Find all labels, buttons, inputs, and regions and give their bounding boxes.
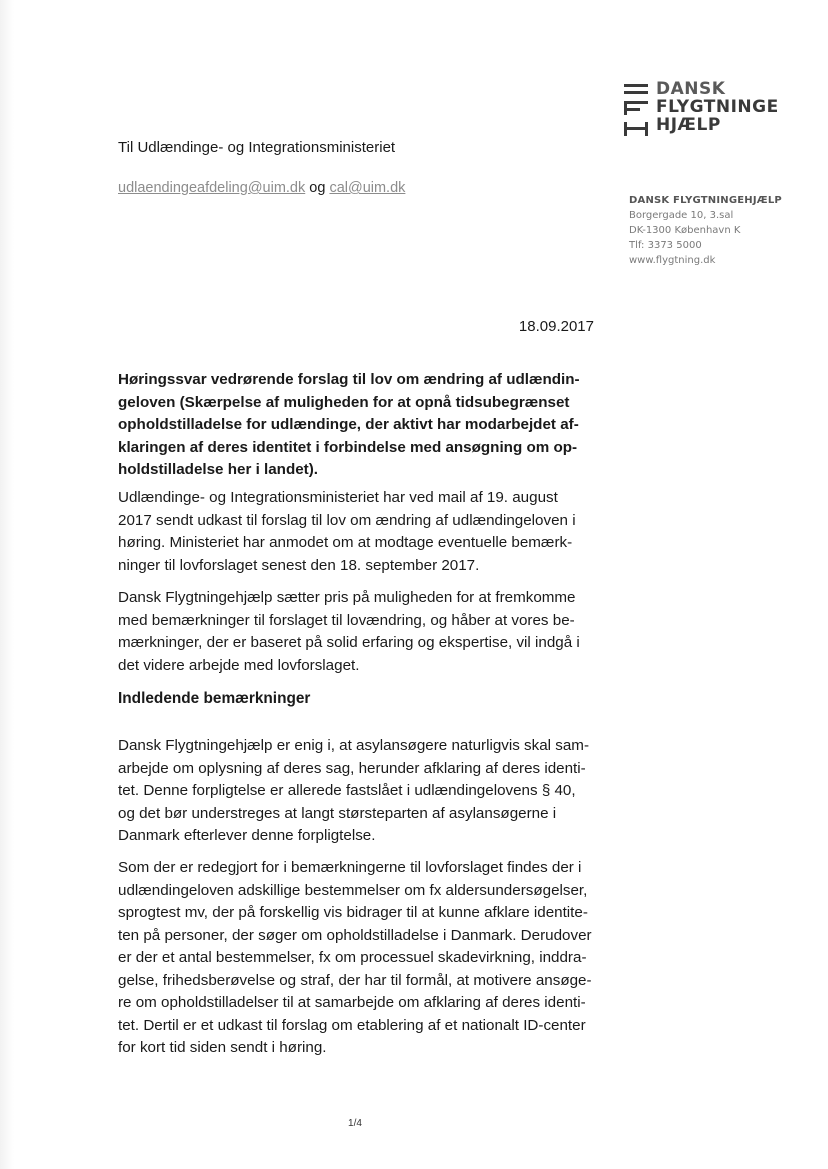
page-number: 1/4 (348, 1118, 362, 1129)
paragraph-line: tet. Denne forpligtelse er allerede fastslået i udlændingelovens § 40, (118, 782, 576, 799)
paragraph-line: mærkninger, der er baseret på solid erfaring og ekspertise, vil indgå i (118, 634, 580, 651)
paragraph-line: ten på personer, der søger om opholdstilladelse i Danmark. Derudover (118, 926, 592, 944)
subject-line: klaringen af deres identitet i forbindelse med ansøgning om op- (118, 438, 578, 456)
subject (118, 369, 598, 482)
logo-wordmark (656, 80, 779, 134)
paragraph-line: ninger til lovforslaget senest den 18. september 2017. (118, 556, 480, 574)
letter-date: 18.09.2017 (518, 318, 594, 335)
dfh-logo (622, 80, 782, 140)
sender-street: Borgergade 10, 3.sal (629, 210, 734, 221)
paragraph-1 (118, 487, 598, 577)
paragraph-line: er der et antal bestemmelser, fx om processuel skadevirkning, inddra- (118, 949, 587, 966)
sender-org: DANSK FLYGTNINGEHJÆLP (629, 195, 782, 206)
sender-phone: Tlf: 3373 5000 (629, 240, 702, 251)
paragraph-line: med bemærkninger til forslaget til lovændring, og håber at vores be- (118, 611, 575, 629)
email-link-2[interactable]: cal@uim.dk (329, 180, 406, 196)
subject-line: Høringssvar vedrørende forslag til lov om ændring af udlændin- (118, 371, 580, 388)
subject-line: opholdstilladelse for udlændinge, der aktivt har modarbejdet af- (118, 416, 579, 433)
paragraph-line: og det bør understreges at langt størsteparten af asylansøgerne i (118, 804, 557, 822)
paragraph-line: re om opholdstilladelser til at samarbejde om afklaring af deres identi- (118, 994, 586, 1011)
email-link-1[interactable]: udlaendingeafdeling@uim.dk (118, 180, 306, 196)
paragraph-line: tet. Dertil er et udkast til forslag om etablering af et nationalt ID-center (118, 1016, 586, 1034)
paragraph-line: Danmark efterlever denne forpligtelse. (118, 827, 376, 844)
paragraph-line: 2017 sendt udkast til forslag til lov om ændring af udlændingeloven i (118, 511, 576, 529)
logo-line-1: DANSK (656, 79, 726, 99)
paragraph-line: Dansk Flygtningehjælp sætter pris på muligheden for at fremkomme (118, 589, 576, 606)
paragraph-line: gelse, frihedsberøvelse og straf, der har til formål, at motivere ansøge- (118, 971, 592, 989)
subject-line: geloven (Skærpelse af muligheden for at opnå tidsubegrænset (118, 393, 570, 411)
paragraph-line: det videre arbejde med lovforslaget. (118, 656, 360, 674)
paragraph-line: Dansk Flygtningehjælp er enig i, at asylansøgere naturligvis skal sam- (118, 737, 590, 754)
paragraph-line: høring. Ministeriet har anmodet om at modtage eventuelle bemærk- (118, 534, 573, 551)
paragraph-line: Udlændinge- og Integrationsministeriet har ved mail af 19. august (118, 489, 558, 506)
paragraph-line: Som der er redegjort for i bemærkningerne til lovforslaget findes der i (118, 859, 582, 876)
sender-web: www.flygtning.dk (629, 255, 716, 266)
email-conjunction: og (305, 180, 330, 196)
scan-edge (0, 0, 14, 1169)
logo-line-2: FLYGTNINGE (656, 97, 779, 117)
recipient: Til Udlændinge- og Integrationsministeriet (118, 139, 396, 156)
paragraph-2 (118, 587, 598, 677)
sender-address (629, 193, 782, 268)
paragraph-3 (118, 735, 598, 848)
recipient-emails (118, 180, 405, 196)
sender-city: DK-1300 København K (629, 225, 741, 236)
paragraph-line: arbejde om oplysning af deres sag, herunder afklaring af deres identi- (118, 759, 586, 777)
paragraph-line: udlændingeloven adskillige bestemmelser om fx aldersundersøgelser, (118, 881, 588, 899)
section-heading: Indledende bemærkninger (118, 690, 311, 707)
paragraph-line: for kort tid siden sendt i høring. (118, 1039, 327, 1056)
logo-line-3: HJÆLP (656, 115, 721, 135)
dfh-logo-mark (622, 82, 652, 140)
paragraph-line: sprogtest mv, der på forskellig vis bidrager til at kunne afklare identite- (118, 904, 588, 921)
subject-line: holdstilladelse her i landet). (118, 461, 319, 478)
paragraph-4 (118, 857, 598, 1060)
